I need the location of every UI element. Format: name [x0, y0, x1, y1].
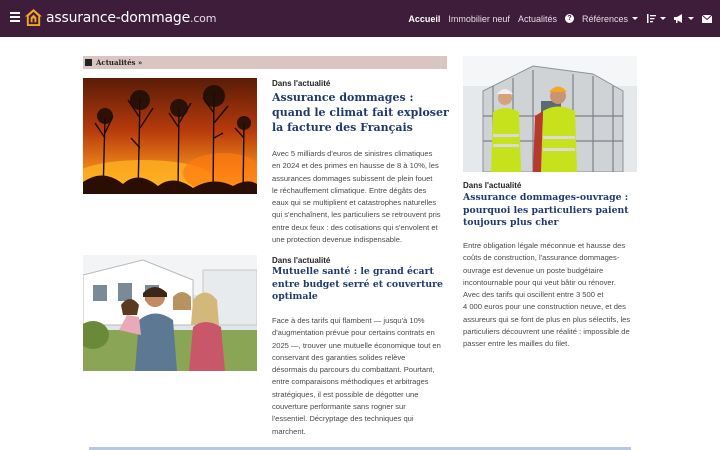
excerpt-line: entre comparaisons méthodiques et arbitrages: [272, 377, 429, 387]
brand-tld: .com: [190, 12, 217, 25]
title-line: entre budget serré et couverture: [272, 278, 443, 290]
brand-name: assurance-dommage: [46, 10, 191, 26]
article-2-title[interactable]: [272, 266, 443, 304]
title-line: Mutuelle santé : le grand écart: [272, 266, 434, 277]
title-line: optimale: [272, 291, 318, 303]
article-1-title[interactable]: [272, 91, 449, 136]
excerpt-line: entre deux feux : des cotisations qui s'envolent et: [272, 222, 438, 232]
excerpt-line: 2025 —, trouver une mutuelle économique tout en: [272, 340, 441, 350]
excerpt-line: ouvrage est devenue un poste budgétaire: [463, 265, 604, 275]
excerpt-line: l'essentiel. Décryptage des techniques qui: [272, 414, 414, 424]
excerpt-line: incontournable pour qui veut bâtir ou rénover.: [463, 277, 616, 287]
excerpt-line: d'augmentation prévue pour certains contrats en: [272, 328, 435, 338]
title-line: pourquoi les particuliers paient: [463, 204, 629, 216]
nav-announcements[interactable]: [674, 14, 694, 23]
excerpt-line: passer entre les mailles du filet.: [463, 339, 570, 349]
section-label: Actualités »: [96, 58, 143, 67]
excerpt-line: Avec des tarifs qui oscillent entre 3 500 et: [463, 290, 604, 300]
excerpt-line: couverture performante sans rogner sur: [272, 402, 406, 412]
nav-actualites[interactable]: Actualités: [517, 13, 557, 24]
article-1-kicker: Dans l'actualité: [272, 79, 331, 88]
excerpt-line: particuliers découvrent une réalité : impossible de: [463, 327, 630, 337]
help-icon: ?: [565, 14, 574, 23]
excerpt-line: une protection devenue indispensable.: [272, 235, 403, 245]
article-1-excerpt: [272, 148, 441, 246]
excerpt-line: Entre obligation légale méconnue et hausse des: [463, 241, 626, 250]
house-logo-icon[interactable]: [24, 8, 43, 27]
menu-icon[interactable]: [10, 12, 20, 23]
excerpt-line: marchent.: [272, 426, 306, 436]
megaphone-icon: [674, 14, 684, 23]
excerpt-line: qui s'enchaînent, les particuliers se retrouvent pris: [272, 210, 441, 220]
excerpt-line: en 2024 et des primes en hausse de 8 à 10%, les: [272, 161, 439, 171]
title-line: Assurance dommages :: [272, 91, 414, 104]
excerpt-line: eaux qui se multiplient et catastrophes naturelles: [272, 198, 437, 208]
excerpt-line: coûts de construction, l'assurance dommages-: [463, 253, 620, 263]
excerpt-line: Face à des tarifs qui flambent — jusqu'à 10%: [272, 316, 425, 325]
article-image-family[interactable]: [83, 255, 257, 371]
article-3-kicker: Dans l'actualité: [463, 181, 522, 190]
title-line: quand le climat fait exploser: [272, 105, 449, 119]
nav-references-label: Références: [581, 13, 628, 24]
sort-icon: [646, 14, 656, 23]
title-line: Assurance dommages-ouvrage :: [463, 192, 629, 203]
article-2-excerpt: [272, 315, 441, 438]
excerpt-line: stratégiques, il est possible de dégotter une: [272, 389, 419, 399]
excerpt-line: le réchauffement climatique. Entre dégâts des: [272, 185, 427, 195]
nav-immobilier-neuf[interactable]: Immobilier neuf: [448, 13, 510, 24]
nav-accueil[interactable]: Accueil: [408, 13, 441, 24]
main-nav: [400, 0, 712, 37]
title-line: toujours plus cher: [463, 217, 559, 229]
nav-references[interactable]: [582, 14, 638, 24]
chevron-down-icon: [632, 17, 638, 20]
nav-help[interactable]: [565, 14, 574, 23]
article-3-title[interactable]: [463, 192, 629, 230]
family-photo: [83, 255, 257, 371]
square-bullet-icon: [85, 59, 92, 66]
mail-icon: [702, 15, 712, 23]
title-line: la facture des Français: [272, 120, 413, 134]
article-image-construction[interactable]: [463, 56, 637, 172]
chevron-down-icon: [660, 17, 666, 20]
top-navbar: [0, 0, 720, 37]
excerpt-line: conservant des garanties solides relève: [272, 352, 406, 362]
nav-mail[interactable]: [702, 15, 712, 23]
chevron-down-icon: [688, 17, 694, 20]
nav-sort[interactable]: [646, 14, 666, 23]
excerpt-line: désormais du parcours du combattant. Pourtant,: [272, 365, 435, 375]
article-2-kicker: Dans l'actualité: [272, 256, 331, 265]
section-header-actualites[interactable]: [83, 56, 447, 69]
article-3-excerpt: [463, 240, 630, 351]
excerpt-line: assureurs qui se font de plus en plus sélectifs, les: [463, 314, 631, 324]
wildfire-photo: [83, 78, 257, 194]
article-image-wildfire[interactable]: [83, 78, 257, 194]
excerpt-line: assurances dommages subissent de plein fouet: [272, 173, 433, 183]
excerpt-line: 4 000 euros pour une construction neuve, et des: [463, 302, 626, 312]
site-brand[interactable]: [46, 10, 216, 26]
excerpt-line: Avec 5 milliards d'euros de sinistres climatiques: [272, 149, 433, 158]
construction-workers-photo: [463, 56, 637, 172]
